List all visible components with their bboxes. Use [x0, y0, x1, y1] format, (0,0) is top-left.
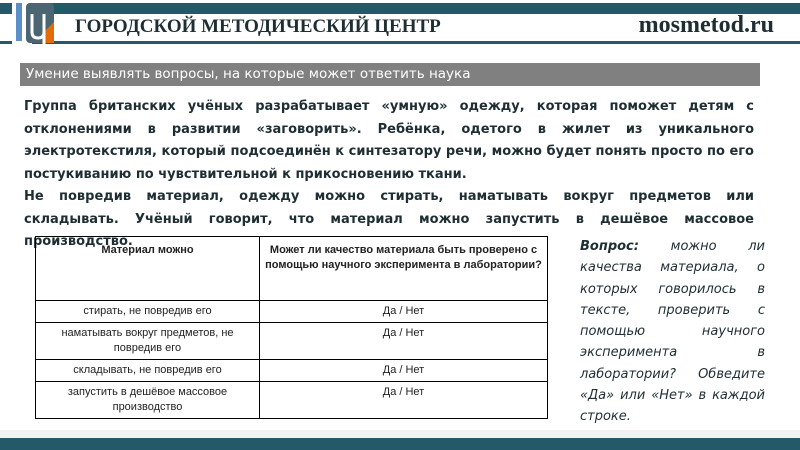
- intro-paragraph: Не повредив материал, одежду можно стирать, наматывать вокруг предметов или складывать. Учёный говорит, что материал можно запустить в дешёвое массовое производство.: [24, 189, 754, 249]
- site-link[interactable]: mosmetod.ru: [638, 12, 774, 38]
- table-row: [36, 301, 548, 323]
- cell: складывать, не повредив его: [36, 360, 260, 382]
- answer-choice[interactable]: Да / Нет: [260, 382, 548, 419]
- section-banner: Умение выявлять вопросы, на которые может ответить наука: [20, 63, 760, 86]
- answer-choice[interactable]: Да / Нет: [260, 301, 548, 323]
- org-name: ГОРОДСКОЙ МЕТОДИЧЕСКИЙ ЦЕНТР: [75, 16, 441, 37]
- question-text: [580, 236, 765, 428]
- table-header-row: [36, 237, 548, 301]
- question-label: Вопрос:: [580, 239, 639, 254]
- question-body: можно ли качества материала, о которых говорилось в тексте, проверить с помощью научного эксперимента в лаборатории? Обведите «Да» или «Нет» в каждой строке.: [580, 239, 765, 425]
- answer-choice[interactable]: Да / Нет: [260, 360, 548, 382]
- table-row: [36, 360, 548, 382]
- answer-table: [35, 236, 548, 419]
- footer-band: [0, 430, 800, 438]
- answer-choice[interactable]: Да / Нет: [260, 323, 548, 360]
- column-header: Может ли качество материала быть проверено с помощью научного эксперимента в лаборатории?: [260, 237, 548, 301]
- cell: запустить в дешёвое массовое производство: [36, 382, 260, 419]
- cell: стирать, не повредив его: [36, 301, 260, 323]
- intro-paragraph: Группа британских учёных разрабатывает «умную» одежду, которая поможет детям с отклонениями в развитии «заговорить». Ребёнка, одетого в жилет из уникального электротекстиля, который подсоединён к синтезатору речи, можно будет понять просто по его постукиванию по чувствительной к прикосновению ткани.: [24, 99, 754, 182]
- header-line: [0, 41, 800, 44]
- logo-icon: [12, 0, 56, 46]
- table-row: [36, 382, 548, 419]
- cell: наматывать вокруг предметов, не повредив его: [36, 323, 260, 360]
- column-header: Материал можно: [36, 237, 260, 301]
- footer-bar: [0, 438, 800, 450]
- intro-text: [24, 96, 754, 254]
- table-row: [36, 323, 548, 360]
